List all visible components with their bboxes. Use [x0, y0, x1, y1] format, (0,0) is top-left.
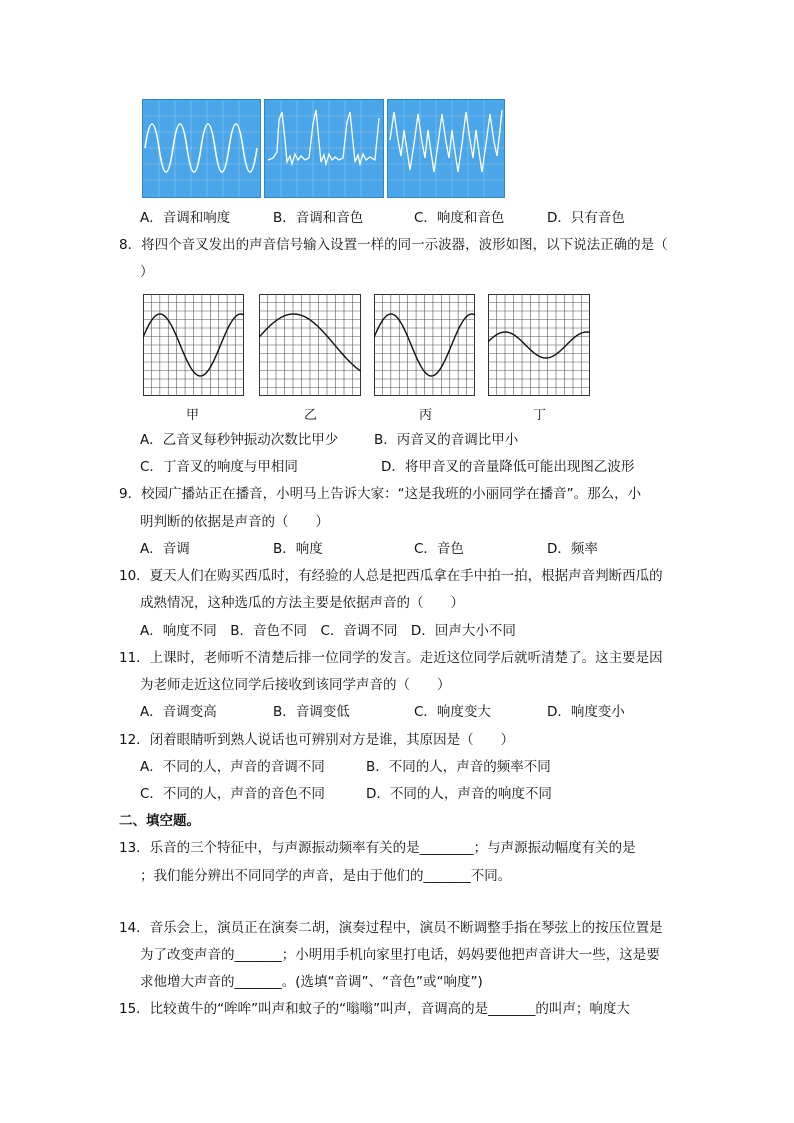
q9-stem-line1: 9．校园广播站正在播音，小明马上告诉大家：“这是我班的小丽同学在播音”。那么，小 — [119, 486, 642, 502]
grid-label-ding: 丁 — [533, 408, 547, 423]
q10-stem-line2: 成熟情况，这种选瓜的方法主要是依据声音的（ ） — [140, 595, 464, 611]
q9-option-c: C．音色 — [414, 541, 464, 557]
q9-option-a: A．音调 — [140, 541, 190, 557]
section-title-fill-in: 二、填空题。 — [119, 813, 200, 829]
q12-option-a: A．不同的人，声音的音调不同 — [140, 759, 325, 775]
q14-line2: 为了改变声音的_______；小明用手机向家里打电话，妈妈要他把声音讲大一些，这是要 — [140, 947, 660, 963]
q13-line1: 13．乐音的三个特征中，与声源振动频率有关的是________；与声源振动幅度有关的是 — [119, 840, 636, 856]
q11-stem-line1: 11．上课时，老师听不清楚后排一位同学的发言。走近这位同学后就听清楚了。这主要是因 — [119, 650, 663, 666]
grid-label-bing: 丙 — [419, 408, 433, 423]
waveform-grid-bing — [374, 294, 475, 396]
q11-stem-line2: 为老师走近这位同学后接收到该同学声音的（ ） — [140, 677, 451, 693]
q10-stem-line1: 10．夏天人们在购买西瓜时，有经验的人总是把西瓜拿在手中拍一拍，根据声音判断西瓜的 — [119, 568, 663, 584]
grid-label-jia: 甲 — [186, 408, 200, 423]
grid-label-yi: 乙 — [304, 408, 318, 423]
q11-option-c: C．响度变大 — [414, 704, 491, 720]
q9-option-b: B．响度 — [273, 541, 323, 557]
q15-line1: 15．比较黄牛的“哞哞”叫声和蚊子的“嗡嗡”叫声，音调高的是_______的叫声；响度大 — [119, 1001, 630, 1017]
q10-options: A．响度不同 B．音色不同 C．音调不同 D．回声大小不同 — [140, 623, 516, 639]
oscilloscope-image-1 — [142, 99, 261, 198]
q7-option-c: C．响度和音色 — [414, 210, 505, 226]
q14-line1: 14．音乐会上，演员正在演奏二胡，演奏过程中，演员不断调整手指在琴弦上的按压位置是 — [119, 920, 663, 936]
oscilloscope-image-2 — [264, 99, 384, 198]
q12-option-b: B．不同的人，声音的频率不同 — [366, 759, 551, 775]
waveform-graphic — [265, 100, 383, 197]
q9-option-d: D．频率 — [547, 541, 598, 557]
q11-option-b: B．音调变低 — [273, 704, 350, 720]
q8-option-a: A．乙音叉每秒钟振动次数比甲少 — [140, 432, 339, 448]
waveform-grid-jia — [143, 294, 244, 396]
q7-option-d: D．只有音色 — [547, 210, 625, 226]
q7-option-a: A．音调和响度 — [140, 210, 231, 226]
oscilloscope-image-3 — [387, 99, 505, 198]
q12-stem-line1: 12．闭着眼睛听到熟人说话也可辨别对方是谁，其原因是（ ） — [119, 732, 515, 748]
q8-stem-line2: ） — [140, 264, 154, 280]
q9-stem-line2: 明判断的依据是声音的（ ） — [140, 514, 329, 530]
q8-option-b: B．丙音叉的音调比甲小 — [374, 432, 519, 448]
q11-option-a: A．音调变高 — [140, 704, 217, 720]
waveform-grid-ding — [488, 294, 590, 396]
waveform-grid-yi — [259, 294, 361, 396]
q11-option-d: D．响度变小 — [547, 704, 625, 720]
q13-line2: ；我们能分辨出不同同学的声音，是由于他们的_______不同。 — [140, 868, 512, 884]
q12-option-d: D．不同的人，声音的响度不同 — [366, 786, 552, 802]
q14-line3: 求他增大声音的_______。(选填“音调”、“音色”或“响度”) — [140, 974, 483, 990]
q8-option-c: C．丁音叉的响度与甲相同 — [140, 459, 298, 475]
waveform-graphic — [143, 100, 260, 197]
q8-option-d: D．将甲音叉的音量降低可能出现图乙波形 — [381, 459, 635, 475]
q7-option-b: B．音调和音色 — [273, 210, 364, 226]
q12-option-c: C．不同的人，声音的音色不同 — [140, 786, 325, 802]
waveform-graphic — [388, 100, 504, 197]
q8-stem-line1: 8．将四个音叉发出的声音信号输入设置一样的同一示波器，波形如图，以下说法正确的是（ — [119, 237, 668, 253]
